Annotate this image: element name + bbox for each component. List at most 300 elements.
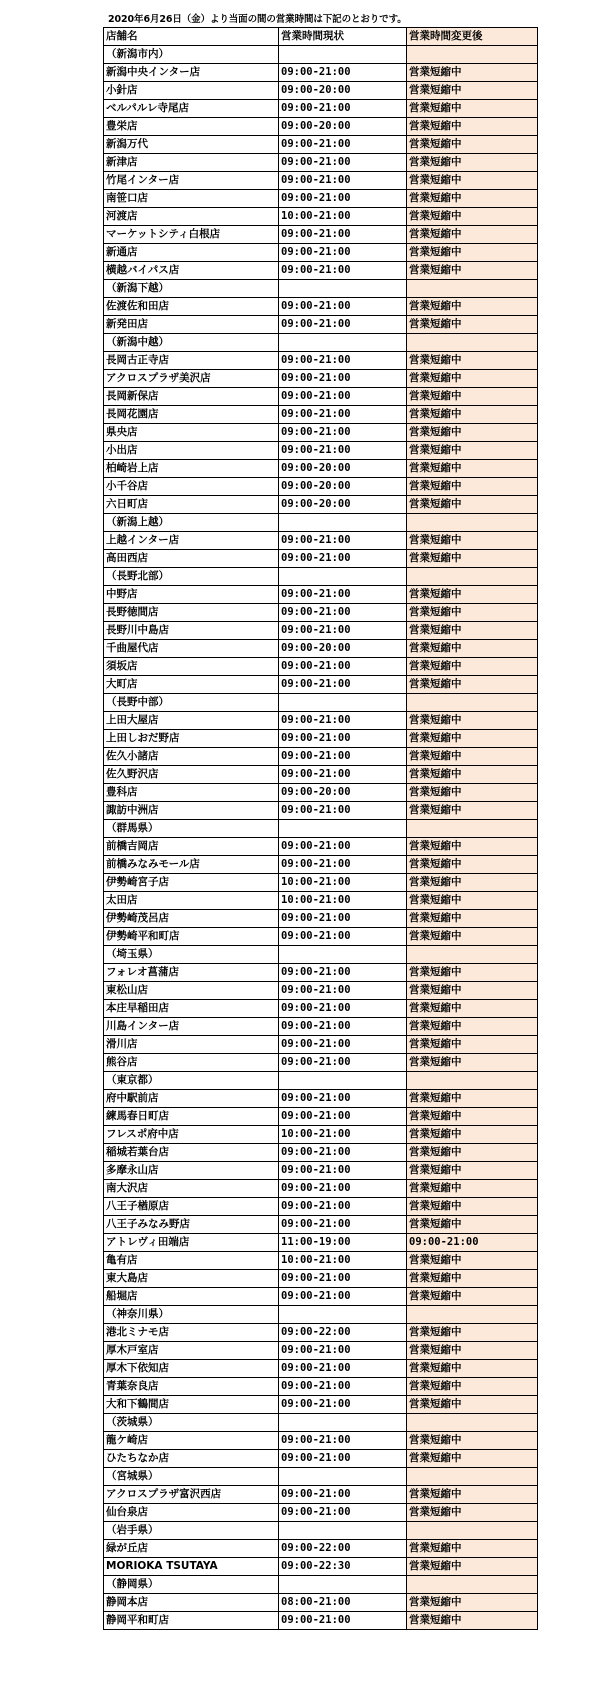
store-name: 長野川中島店 [104, 622, 279, 640]
current-hours: 09:00-21:00 [279, 1216, 407, 1234]
current-hours: 09:00-21:00 [279, 712, 407, 730]
changed-hours: 営業短縮中 [407, 766, 538, 784]
changed-hours: 営業短縮中 [407, 730, 538, 748]
current-hours: 10:00-21:00 [279, 1126, 407, 1144]
current-hours: 09:00-20:00 [279, 82, 407, 100]
changed-hours: 営業短縮中 [407, 1036, 538, 1054]
store-row [104, 1054, 538, 1072]
current-hours: 09:00-21:00 [279, 676, 407, 694]
current-hours: 09:00-21:00 [279, 1000, 407, 1018]
changed-hours: 営業短縮中 [407, 442, 538, 460]
store-name: 長岡古正寺店 [104, 352, 279, 370]
current-hours: 09:00-21:00 [279, 1288, 407, 1306]
store-name: 佐久小諸店 [104, 748, 279, 766]
store-name: 中野店 [104, 586, 279, 604]
store-name: 大和下鶴間店 [104, 1396, 279, 1414]
current-hours: 09:00-21:00 [279, 730, 407, 748]
changed-hours: 営業短縮中 [407, 118, 538, 136]
store-row [104, 1288, 538, 1306]
changed-hours: 営業短縮中 [407, 748, 538, 766]
changed-hours: 営業短縮中 [407, 964, 538, 982]
store-row [104, 1252, 538, 1270]
store-row [104, 172, 538, 190]
changed-hours: 営業短縮中 [407, 802, 538, 820]
current-hours: 09:00-21:00 [279, 1180, 407, 1198]
store-name: 稲城若葉台店 [104, 1144, 279, 1162]
store-name: 長岡新保店 [104, 388, 279, 406]
changed-hours: 営業短縮中 [407, 784, 538, 802]
current-hours: 09:00-21:00 [279, 1090, 407, 1108]
store-row [104, 802, 538, 820]
changed-hours: 営業短縮中 [407, 1090, 538, 1108]
changed-hours: 営業短縮中 [407, 658, 538, 676]
store-name: 前橋吉岡店 [104, 838, 279, 856]
changed-hours: 営業短縮中 [407, 316, 538, 334]
store-row [104, 1090, 538, 1108]
store-row [104, 154, 538, 172]
current-hours: 11:00-19:00 [279, 1234, 407, 1252]
store-name: ひたちなか店 [104, 1450, 279, 1468]
changed-hours: 営業短縮中 [407, 190, 538, 208]
store-name: 佐久野沢店 [104, 766, 279, 784]
store-name: 府中駅前店 [104, 1090, 279, 1108]
changed-hours: 営業短縮中 [407, 208, 538, 226]
current-hours: 09:00-20:00 [279, 784, 407, 802]
region-row [104, 1468, 538, 1486]
changed-hours: 営業短縮中 [407, 640, 538, 658]
column-header-changed-hours: 営業時間変更後 [407, 28, 538, 46]
region-name: （茨城県） [104, 1414, 279, 1432]
store-name: 厚木下依知店 [104, 1360, 279, 1378]
region-row [104, 820, 538, 838]
store-row [104, 838, 538, 856]
store-name: 東松山店 [104, 982, 279, 1000]
store-name: 龍ケ崎店 [104, 1432, 279, 1450]
current-hours: 09:00-22:00 [279, 1324, 407, 1342]
changed-hours: 営業短縮中 [407, 982, 538, 1000]
store-row [104, 226, 538, 244]
store-row [104, 1180, 538, 1198]
store-name: 上田大屋店 [104, 712, 279, 730]
current-hours: 09:00-21:00 [279, 370, 407, 388]
changed-hours: 営業短縮中 [407, 1540, 538, 1558]
current-hours: 09:00-20:00 [279, 118, 407, 136]
region-name: （埼玉県） [104, 946, 279, 964]
changed-hours: 営業短縮中 [407, 496, 538, 514]
store-name: 練馬春日町店 [104, 1108, 279, 1126]
store-row [104, 1216, 538, 1234]
current-hours: 09:00-21:00 [279, 928, 407, 946]
store-name: 新通店 [104, 244, 279, 262]
changed-hours: 営業短縮中 [407, 1054, 538, 1072]
changed-hours: 営業短縮中 [407, 1270, 538, 1288]
store-row [104, 1504, 538, 1522]
store-row [104, 1144, 538, 1162]
changed-hours: 営業短縮中 [407, 388, 538, 406]
store-name: 小千谷店 [104, 478, 279, 496]
empty-cell [407, 334, 538, 352]
current-hours: 09:00-21:00 [279, 1162, 407, 1180]
store-name: 六日町店 [104, 496, 279, 514]
store-row [104, 1612, 538, 1630]
store-row [104, 82, 538, 100]
store-row [104, 1126, 538, 1144]
store-row [104, 190, 538, 208]
changed-hours: 営業短縮中 [407, 1108, 538, 1126]
region-name: （宮城県） [104, 1468, 279, 1486]
empty-cell [279, 1576, 407, 1594]
current-hours: 09:00-21:00 [279, 262, 407, 280]
store-row [104, 262, 538, 280]
changed-hours: 営業短縮中 [407, 1342, 538, 1360]
changed-hours: 営業短縮中 [407, 352, 538, 370]
current-hours: 09:00-21:00 [279, 190, 407, 208]
changed-hours: 営業短縮中 [407, 586, 538, 604]
current-hours: 09:00-21:00 [279, 1378, 407, 1396]
store-name: 横越バイパス店 [104, 262, 279, 280]
empty-cell [407, 280, 538, 298]
current-hours: 08:00-21:00 [279, 1594, 407, 1612]
store-row [104, 1018, 538, 1036]
store-row [104, 1558, 538, 1576]
store-name: 南笹口店 [104, 190, 279, 208]
region-row [104, 280, 538, 298]
store-row [104, 766, 538, 784]
current-hours: 09:00-21:00 [279, 802, 407, 820]
changed-hours: 営業短縮中 [407, 1360, 538, 1378]
column-header-store: 店舗名 [104, 28, 279, 46]
current-hours: 09:00-21:00 [279, 154, 407, 172]
store-name: 長野徳間店 [104, 604, 279, 622]
store-name: 亀有店 [104, 1252, 279, 1270]
current-hours: 09:00-21:00 [279, 1108, 407, 1126]
store-name: 八王子みなみ野店 [104, 1216, 279, 1234]
store-row [104, 1342, 538, 1360]
current-hours: 09:00-21:00 [279, 442, 407, 460]
current-hours: 10:00-21:00 [279, 892, 407, 910]
changed-hours: 営業短縮中 [407, 1018, 538, 1036]
store-name: 川島インター店 [104, 1018, 279, 1036]
region-row [104, 1414, 538, 1432]
store-name: 緑が丘店 [104, 1540, 279, 1558]
current-hours: 09:00-21:00 [279, 100, 407, 118]
store-name: 船堀店 [104, 1288, 279, 1306]
store-row [104, 1432, 538, 1450]
changed-hours: 営業短縮中 [407, 424, 538, 442]
store-row [104, 1540, 538, 1558]
store-name: MORIOKA TSUTAYA [104, 1558, 279, 1576]
store-row [104, 352, 538, 370]
region-name: （新潟上越） [104, 514, 279, 532]
store-row [104, 964, 538, 982]
store-row [104, 1378, 538, 1396]
current-hours: 09:00-21:00 [279, 316, 407, 334]
empty-cell [407, 946, 538, 964]
store-row [104, 892, 538, 910]
store-name: 仙台泉店 [104, 1504, 279, 1522]
store-name: 竹尾インター店 [104, 172, 279, 190]
empty-cell [279, 946, 407, 964]
current-hours: 09:00-21:00 [279, 172, 407, 190]
store-name: マーケットシティ白根店 [104, 226, 279, 244]
store-name: 新潟中央インター店 [104, 64, 279, 82]
store-name: 静岡本店 [104, 1594, 279, 1612]
store-row [104, 496, 538, 514]
store-name: 新発田店 [104, 316, 279, 334]
changed-hours: 営業短縮中 [407, 460, 538, 478]
current-hours: 10:00-21:00 [279, 1252, 407, 1270]
store-name: 南大沢店 [104, 1180, 279, 1198]
store-name: 本庄早稲田店 [104, 1000, 279, 1018]
changed-hours: 営業短縮中 [407, 1396, 538, 1414]
changed-hours: 営業短縮中 [407, 1198, 538, 1216]
changed-hours: 営業短縮中 [407, 370, 538, 388]
changed-hours: 営業短縮中 [407, 226, 538, 244]
current-hours: 09:00-21:00 [279, 1612, 407, 1630]
store-name: アトレヴィ田端店 [104, 1234, 279, 1252]
region-row [104, 334, 538, 352]
store-name: 厚木戸室店 [104, 1342, 279, 1360]
store-name: 小出店 [104, 442, 279, 460]
current-hours: 09:00-21:00 [279, 1342, 407, 1360]
store-name: 大町店 [104, 676, 279, 694]
current-hours: 09:00-21:00 [279, 838, 407, 856]
empty-cell [407, 1522, 538, 1540]
changed-hours: 営業短縮中 [407, 622, 538, 640]
current-hours: 09:00-21:00 [279, 406, 407, 424]
current-hours: 09:00-21:00 [279, 622, 407, 640]
store-row [104, 604, 538, 622]
store-row [104, 910, 538, 928]
current-hours: 09:00-21:00 [279, 586, 407, 604]
store-row [104, 982, 538, 1000]
changed-hours: 営業短縮中 [407, 532, 538, 550]
current-hours: 09:00-21:00 [279, 226, 407, 244]
changed-hours: 営業短縮中 [407, 1252, 538, 1270]
region-name: （群馬県） [104, 820, 279, 838]
empty-cell [407, 1468, 538, 1486]
store-row [104, 388, 538, 406]
changed-hours: 営業短縮中 [407, 478, 538, 496]
store-name: 伊勢崎平和町店 [104, 928, 279, 946]
notice-text: 2020年6月26日（金）より当面の間の営業時間は下記のとおりです。 [108, 14, 407, 25]
current-hours: 09:00-22:30 [279, 1558, 407, 1576]
changed-hours: 営業短縮中 [407, 1180, 538, 1198]
current-hours: 09:00-20:00 [279, 640, 407, 658]
current-hours: 09:00-21:00 [279, 532, 407, 550]
store-name: 伊勢崎茂呂店 [104, 910, 279, 928]
store-hours-table [103, 27, 538, 1630]
changed-hours: 営業短縮中 [407, 1000, 538, 1018]
store-name: 県央店 [104, 424, 279, 442]
region-row [104, 514, 538, 532]
region-name: （神奈川県） [104, 1306, 279, 1324]
store-row [104, 622, 538, 640]
header-row [104, 28, 538, 46]
store-row [104, 298, 538, 316]
region-name: （長野北部） [104, 568, 279, 586]
store-name: フレスポ府中店 [104, 1126, 279, 1144]
changed-hours: 営業短縮中 [407, 1126, 538, 1144]
changed-hours: 営業短縮中 [407, 604, 538, 622]
store-row [104, 928, 538, 946]
store-name: 前橋みなみモール店 [104, 856, 279, 874]
store-name: 多摩永山店 [104, 1162, 279, 1180]
store-row [104, 1360, 538, 1378]
store-row [104, 316, 538, 334]
changed-hours: 営業短縮中 [407, 1504, 538, 1522]
store-row [104, 1198, 538, 1216]
store-row [104, 1486, 538, 1504]
current-hours: 09:00-21:00 [279, 1018, 407, 1036]
changed-hours: 営業短縮中 [407, 1594, 538, 1612]
current-hours: 09:00-21:00 [279, 964, 407, 982]
region-name: （東京都） [104, 1072, 279, 1090]
empty-cell [279, 1468, 407, 1486]
store-row [104, 1234, 538, 1252]
changed-hours: 営業短縮中 [407, 1288, 538, 1306]
changed-hours: 営業短縮中 [407, 1612, 538, 1630]
changed-hours: 営業短縮中 [407, 928, 538, 946]
region-row [104, 1576, 538, 1594]
store-name: 港北ミナモ店 [104, 1324, 279, 1342]
region-name: （新潟中越） [104, 334, 279, 352]
store-row [104, 550, 538, 568]
region-row [104, 694, 538, 712]
store-row [104, 406, 538, 424]
region-row [104, 1522, 538, 1540]
empty-cell [279, 280, 407, 298]
store-name: フォレオ菖蒲店 [104, 964, 279, 982]
store-row [104, 676, 538, 694]
current-hours: 09:00-20:00 [279, 496, 407, 514]
changed-hours: 営業短縮中 [407, 676, 538, 694]
current-hours: 09:00-21:00 [279, 748, 407, 766]
store-row [104, 874, 538, 892]
changed-hours: 営業短縮中 [407, 406, 538, 424]
changed-hours: 営業短縮中 [407, 838, 538, 856]
store-row [104, 1162, 538, 1180]
changed-hours: 営業短縮中 [407, 1558, 538, 1576]
store-name: 東大島店 [104, 1270, 279, 1288]
store-row [104, 586, 538, 604]
store-name: 小針店 [104, 82, 279, 100]
store-row [104, 1324, 538, 1342]
store-name: 滑川店 [104, 1036, 279, 1054]
region-name: （長野中部） [104, 694, 279, 712]
empty-cell [279, 334, 407, 352]
current-hours: 09:00-21:00 [279, 910, 407, 928]
changed-hours: 09:00-21:00 [407, 1234, 538, 1252]
store-row [104, 1450, 538, 1468]
store-name: 新潟万代 [104, 136, 279, 154]
store-row [104, 478, 538, 496]
current-hours: 10:00-21:00 [279, 208, 407, 226]
store-row [104, 1594, 538, 1612]
changed-hours: 営業短縮中 [407, 874, 538, 892]
changed-hours: 営業短縮中 [407, 154, 538, 172]
store-name: 上越インター店 [104, 532, 279, 550]
store-row [104, 1036, 538, 1054]
store-name: 須坂店 [104, 658, 279, 676]
region-row [104, 1306, 538, 1324]
store-name: 高田西店 [104, 550, 279, 568]
table-body [104, 28, 538, 1630]
changed-hours: 営業短縮中 [407, 298, 538, 316]
empty-cell [407, 820, 538, 838]
current-hours: 09:00-21:00 [279, 244, 407, 262]
empty-cell [407, 1072, 538, 1090]
store-name: 千曲屋代店 [104, 640, 279, 658]
store-name: 佐渡佐和田店 [104, 298, 279, 316]
region-name: （新潟下越） [104, 280, 279, 298]
store-row [104, 748, 538, 766]
empty-cell [407, 1306, 538, 1324]
current-hours: 09:00-21:00 [279, 1036, 407, 1054]
current-hours: 09:00-21:00 [279, 856, 407, 874]
empty-cell [279, 820, 407, 838]
store-row [104, 1000, 538, 1018]
current-hours: 09:00-21:00 [279, 298, 407, 316]
store-name: アクロスプラザ富沢西店 [104, 1486, 279, 1504]
store-name: 諏訪中洲店 [104, 802, 279, 820]
current-hours: 09:00-21:00 [279, 550, 407, 568]
store-name: ベルパルレ寺尾店 [104, 100, 279, 118]
store-row [104, 64, 538, 82]
current-hours: 09:00-21:00 [279, 388, 407, 406]
changed-hours: 営業短縮中 [407, 244, 538, 262]
store-row [104, 136, 538, 154]
store-name: 豊科店 [104, 784, 279, 802]
current-hours: 09:00-21:00 [279, 424, 407, 442]
empty-cell [407, 568, 538, 586]
current-hours: 09:00-20:00 [279, 460, 407, 478]
store-row [104, 100, 538, 118]
region-row [104, 946, 538, 964]
changed-hours: 営業短縮中 [407, 712, 538, 730]
store-row [104, 370, 538, 388]
empty-cell [279, 1072, 407, 1090]
store-name: 柏崎岩上店 [104, 460, 279, 478]
empty-cell [279, 1306, 407, 1324]
current-hours: 09:00-21:00 [279, 1504, 407, 1522]
changed-hours: 営業短縮中 [407, 550, 538, 568]
store-row [104, 730, 538, 748]
empty-cell [279, 1522, 407, 1540]
empty-cell [407, 1414, 538, 1432]
region-row [104, 1072, 538, 1090]
changed-hours: 営業短縮中 [407, 1324, 538, 1342]
current-hours: 09:00-21:00 [279, 1450, 407, 1468]
empty-cell [279, 1414, 407, 1432]
region-name: （岩手県） [104, 1522, 279, 1540]
changed-hours: 営業短縮中 [407, 82, 538, 100]
changed-hours: 営業短縮中 [407, 1378, 538, 1396]
current-hours: 09:00-21:00 [279, 604, 407, 622]
region-name: （新潟市内） [104, 46, 279, 64]
store-row [104, 442, 538, 460]
changed-hours: 営業短縮中 [407, 1486, 538, 1504]
store-row [104, 1108, 538, 1126]
changed-hours: 営業短縮中 [407, 172, 538, 190]
changed-hours: 営業短縮中 [407, 1144, 538, 1162]
store-row [104, 244, 538, 262]
current-hours: 09:00-21:00 [279, 64, 407, 82]
changed-hours: 営業短縮中 [407, 100, 538, 118]
changed-hours: 営業短縮中 [407, 1162, 538, 1180]
store-row [104, 118, 538, 136]
empty-cell [279, 568, 407, 586]
